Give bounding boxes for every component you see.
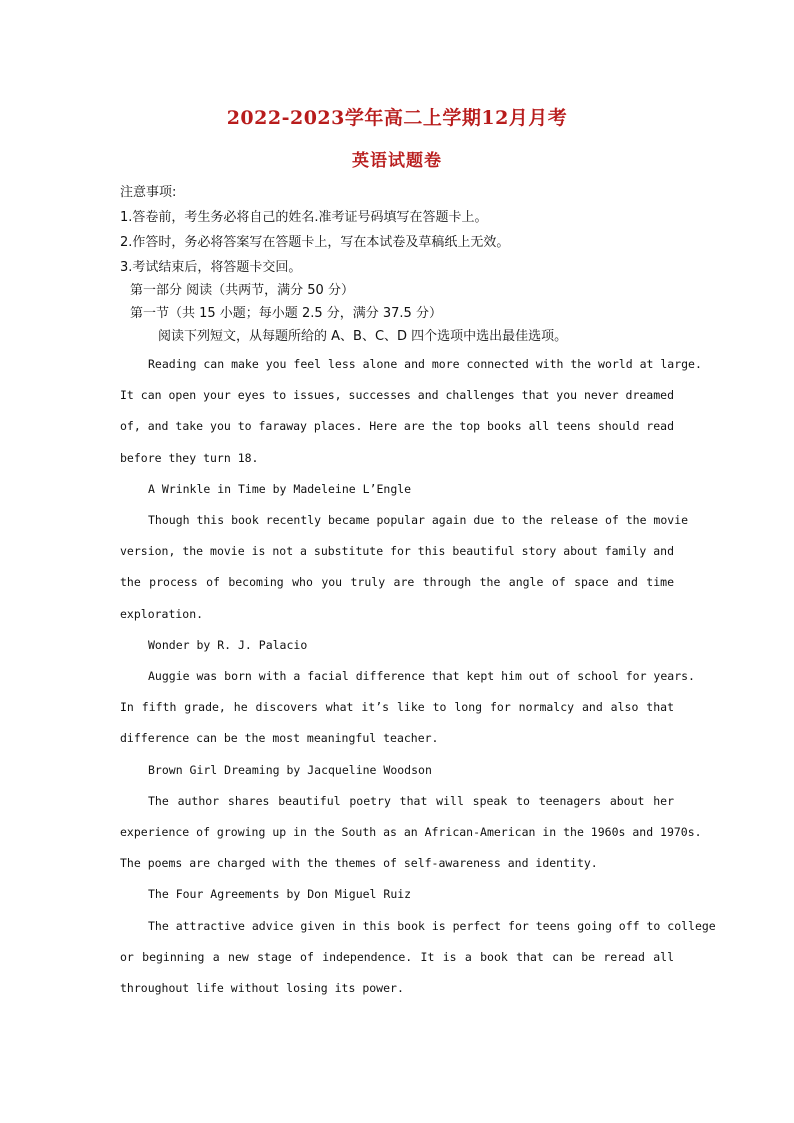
book-text-line: throughout life without losing its power. — [120, 981, 404, 995]
book-text-line: Auggie was born with a facial difference that kept him out of school for years. — [148, 669, 695, 683]
book-text-line: experience of growing up in the South as an African-American in the 1960s and 1970s. — [120, 825, 702, 839]
book-text-line: or beginning a new stage of independence. It is a book that can be reread all — [120, 950, 674, 964]
book-heading: The Four Agreements by Don Miguel Ruiz — [148, 887, 412, 901]
intro-line: before they turn 18. — [120, 451, 259, 465]
book-text-line: The author shares beautiful poetry that will speak to teenagers about her — [148, 794, 674, 808]
book-text-line: The poems are charged with the themes of self-awareness and identity. — [120, 856, 598, 870]
exam-title: 2022-2023学年高二上学期12月月考 — [226, 107, 568, 129]
notice-heading: 注意事项: — [120, 185, 177, 200]
book-text-line: In fifth grade, he discovers what it’s like to long for normalcy and also that — [120, 700, 674, 714]
book-heading: Wonder by R. J. Palacio — [148, 638, 308, 652]
book-text-line: exploration. — [120, 607, 204, 621]
section-instruction: 阅读下列短文，从每题所给的 A、B、C、D 四个选项中选出最佳选项。 — [158, 329, 568, 344]
intro-line: Reading can make you feel less alone and more connected with the world at large. — [148, 357, 702, 371]
book-text-line: the process of becoming who you truly are through the angle of space and time — [120, 575, 674, 589]
notice-item-2: 2.作答时，务必将答案写在答题卡上，写在本试卷及草稿纸上无效。 — [120, 235, 510, 250]
book-text-line: Though this book recently became popular again due to the release of the movie — [148, 513, 689, 527]
intro-line: It can open your eyes to issues, successes and challenges that you never dreamed — [120, 388, 674, 402]
intro-line: of, and take you to faraway places. Here are the top books all teens should read — [120, 419, 674, 433]
notice-item-3: 3.考试结束后，将答题卡交回。 — [120, 260, 302, 275]
notice-item-1: 1.答卷前，考生务必将自己的姓名.准考证号码填写在答题卡上。 — [120, 210, 488, 225]
book-heading: Brown Girl Dreaming by Jacqueline Woodson — [148, 763, 432, 777]
part-heading: 第一部分 阅读（共两节，满分 50 分） — [130, 283, 354, 298]
book-text-line: The attractive advice given in this book is perfect for teens going off to college — [148, 919, 716, 933]
book-heading: A Wrinkle in Time by Madeleine L’Engle — [148, 482, 412, 496]
book-text-line: difference can be the most meaningful teacher. — [120, 731, 439, 745]
section-heading: 第一节（共 15 小题；每小题 2.5 分，满分 37.5 分） — [130, 306, 442, 321]
exam-subtitle: 英语试题卷 — [352, 151, 442, 171]
book-text-line: version, the movie is not a substitute for this beautiful story about family and — [120, 544, 674, 558]
